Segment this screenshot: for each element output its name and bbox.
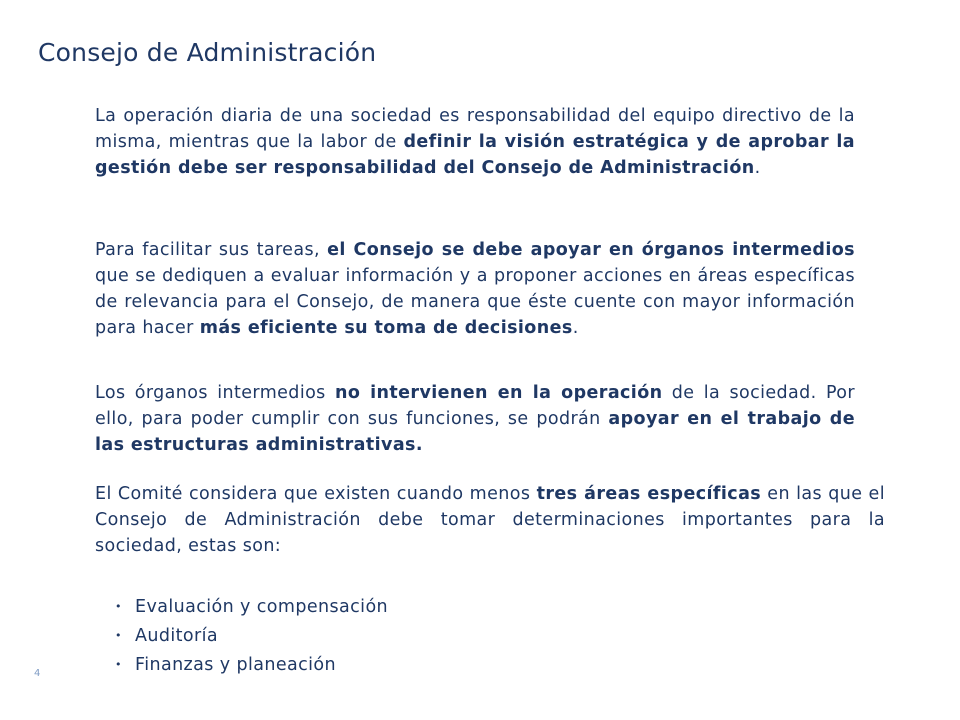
paragraph-no-operation xyxy=(95,380,855,458)
paragraph-intermediate-bodies xyxy=(95,237,855,341)
paragraph-text: en las que el Consejo de Administración debe tomar determinaciones importantes para la sociedad, estas son: xyxy=(95,484,885,556)
slide-title: Consejo de Administración xyxy=(38,38,377,67)
bullet-icon: • xyxy=(115,657,122,671)
paragraph-emphasis: apoyar en el trabajo de las estructuras administrativas. xyxy=(95,409,856,455)
list-item-label: Evaluación y compensación xyxy=(135,596,389,617)
paragraph-text: . xyxy=(572,318,579,338)
list-item xyxy=(115,650,388,679)
paragraph-emphasis: más eficiente su toma de decisiones xyxy=(199,318,573,338)
paragraph-emphasis: definir la visión estratégica y de aprobar la gestión debe ser responsabilidad del Consejo de Administración xyxy=(95,132,855,178)
paragraph-daily-operation xyxy=(95,103,855,181)
list-item xyxy=(115,621,388,650)
paragraph-emphasis: el Consejo se debe apoyar en órganos intermedios xyxy=(327,240,855,260)
paragraph-three-areas xyxy=(95,481,885,559)
paragraph-text: que se dediquen a evaluar información y a proponer acciones en áreas específicas de relevancia para el Consejo, de manera que éste cuente con mayor información para hacer xyxy=(95,266,855,338)
list-item xyxy=(115,592,388,621)
list-item-label: Finanzas y planeación xyxy=(135,654,337,675)
bullet-icon: • xyxy=(115,628,122,642)
paragraph-emphasis: tres áreas específicas xyxy=(536,484,762,504)
page-number: 4 xyxy=(34,668,41,679)
paragraph-emphasis: no intervienen en la operación xyxy=(335,383,663,403)
paragraph-text: de la sociedad. Por ello, para poder cumplir con sus funciones, se podrán xyxy=(95,383,855,429)
areas-bullet-list xyxy=(115,592,388,679)
paragraph-text: El Comité considera que existen cuando menos xyxy=(95,484,537,504)
paragraph-text: Los órganos intermedios xyxy=(95,383,336,403)
paragraph-text: Para facilitar sus tareas, xyxy=(95,240,328,260)
list-item-label: Auditoría xyxy=(135,625,218,646)
bullet-icon: • xyxy=(115,599,122,613)
paragraph-text: La operación diaria de una sociedad es responsabilidad del equipo directivo de la misma, mientras que la labor de xyxy=(95,106,855,152)
paragraph-text: . xyxy=(754,158,761,178)
